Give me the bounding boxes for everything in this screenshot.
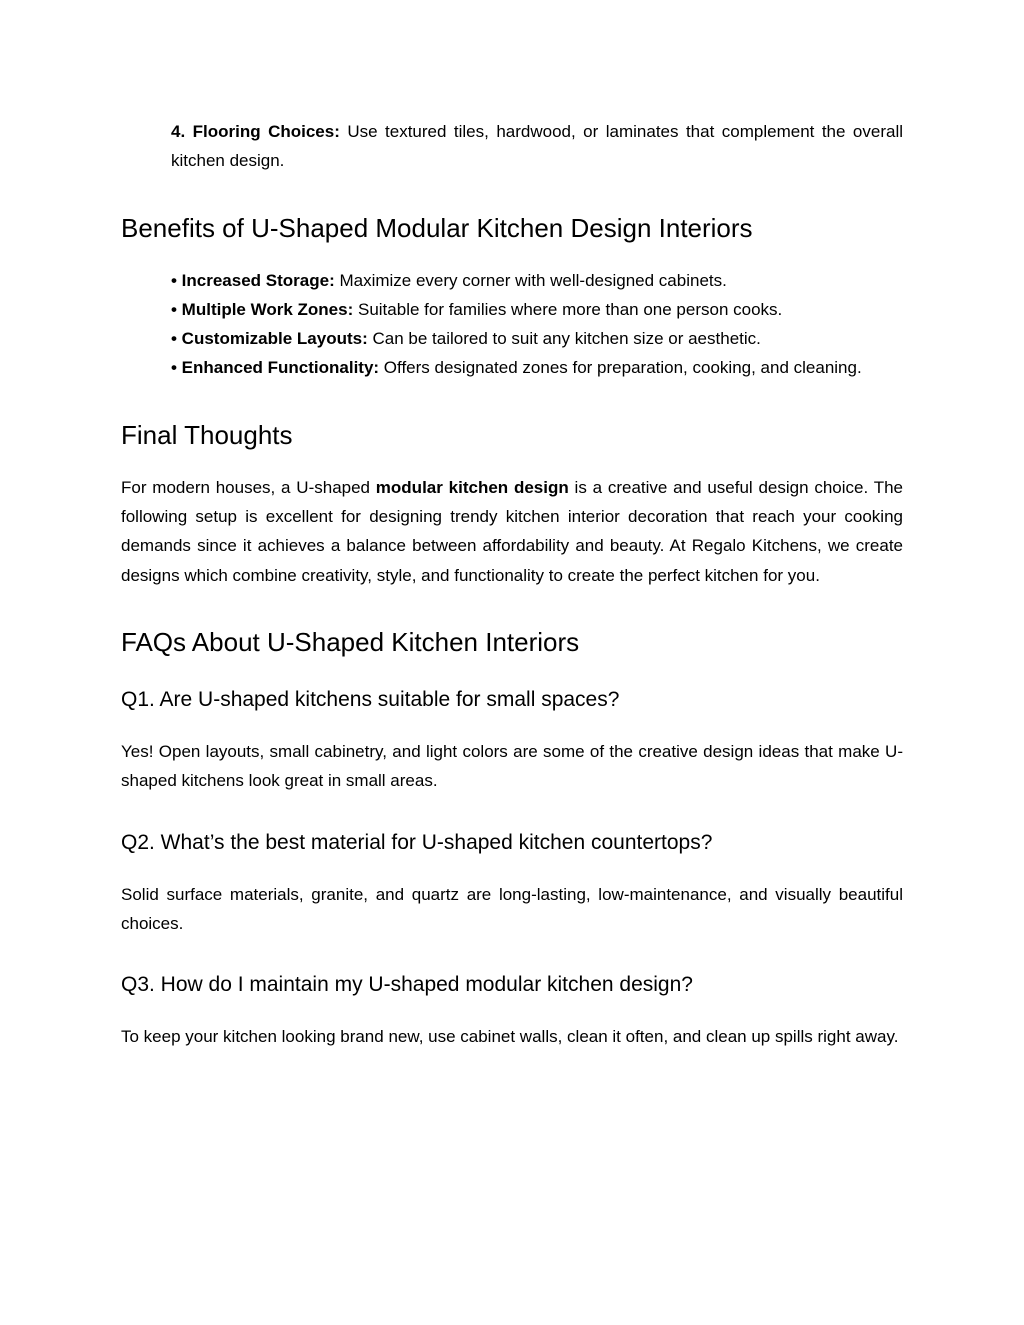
flooring-choices-label: 4. Flooring Choices: <box>171 122 340 141</box>
benefit-text: Maximize every corner with well-designed cabinets. <box>334 270 727 290</box>
final-thoughts-text-after: is a creative and useful design choice. The following setup is excellent for designing trendy kitchen interior decoration that reach your cooking demands since it achieves a balance between affordability and beauty. At Regalo Kitchens, we create designs which combine creativity, style, and functionality to create the perfect kitchen for you. <box>121 477 903 585</box>
final-thoughts-paragraph <box>121 473 903 590</box>
benefit-text: Offers designated zones for preparation, cooking, and cleaning. <box>379 358 862 378</box>
benefit-item <box>171 295 903 324</box>
benefit-item <box>171 324 903 353</box>
faqs-heading: FAQs About U-Shaped Kitchen Interiors <box>121 626 580 657</box>
benefit-text: Can be tailored to suit any kitchen size or aesthetic. <box>367 329 761 349</box>
benefits-list <box>121 266 903 383</box>
final-thoughts-text-before: For modern houses, a U-shaped <box>121 477 376 497</box>
final-thoughts-heading: Final Thoughts <box>121 419 293 450</box>
faq-answer: Solid surface materials, granite, and quartz are long-lasting, low-maintenance, and visually beautiful choices. <box>121 884 903 933</box>
benefits-heading: Benefits of U-Shaped Modular Kitchen Design Interiors <box>121 212 753 243</box>
benefit-label: • Increased Storage: <box>171 270 335 290</box>
benefit-text: Suitable for families where more than one person cooks. <box>353 299 783 319</box>
benefit-label: • Customizable Layouts: <box>171 329 368 349</box>
benefit-item <box>171 353 903 382</box>
flooring-choices-text: Use textured tiles, hardwood, or laminates that complement the overall kitchen design. <box>171 122 903 171</box>
faq-question: Q1. Are U-shaped kitchens suitable for small spaces? <box>121 687 620 711</box>
flooring-choices-paragraph <box>121 117 903 176</box>
document-page <box>121 117 903 1051</box>
benefit-item <box>171 266 903 295</box>
faq-question: Q2. What’s the best material for U-shaped kitchen countertops? <box>121 830 713 854</box>
final-thoughts-bold-phrase: modular kitchen design <box>375 477 569 497</box>
faq-answer: To keep your kitchen looking brand new, use cabinet walls, clean it often, and clean up spills right away. <box>121 1027 899 1047</box>
faq-answer: Yes! Open layouts, small cabinetry, and light colors are some of the creative design ideas that make U-shaped kitchens look great in small areas. <box>121 741 903 791</box>
benefit-label: • Enhanced Functionality: <box>171 358 380 378</box>
faq-question: Q3. How do I maintain my U-shaped modular kitchen design? <box>121 973 693 997</box>
benefit-label: • Multiple Work Zones: <box>171 299 354 319</box>
